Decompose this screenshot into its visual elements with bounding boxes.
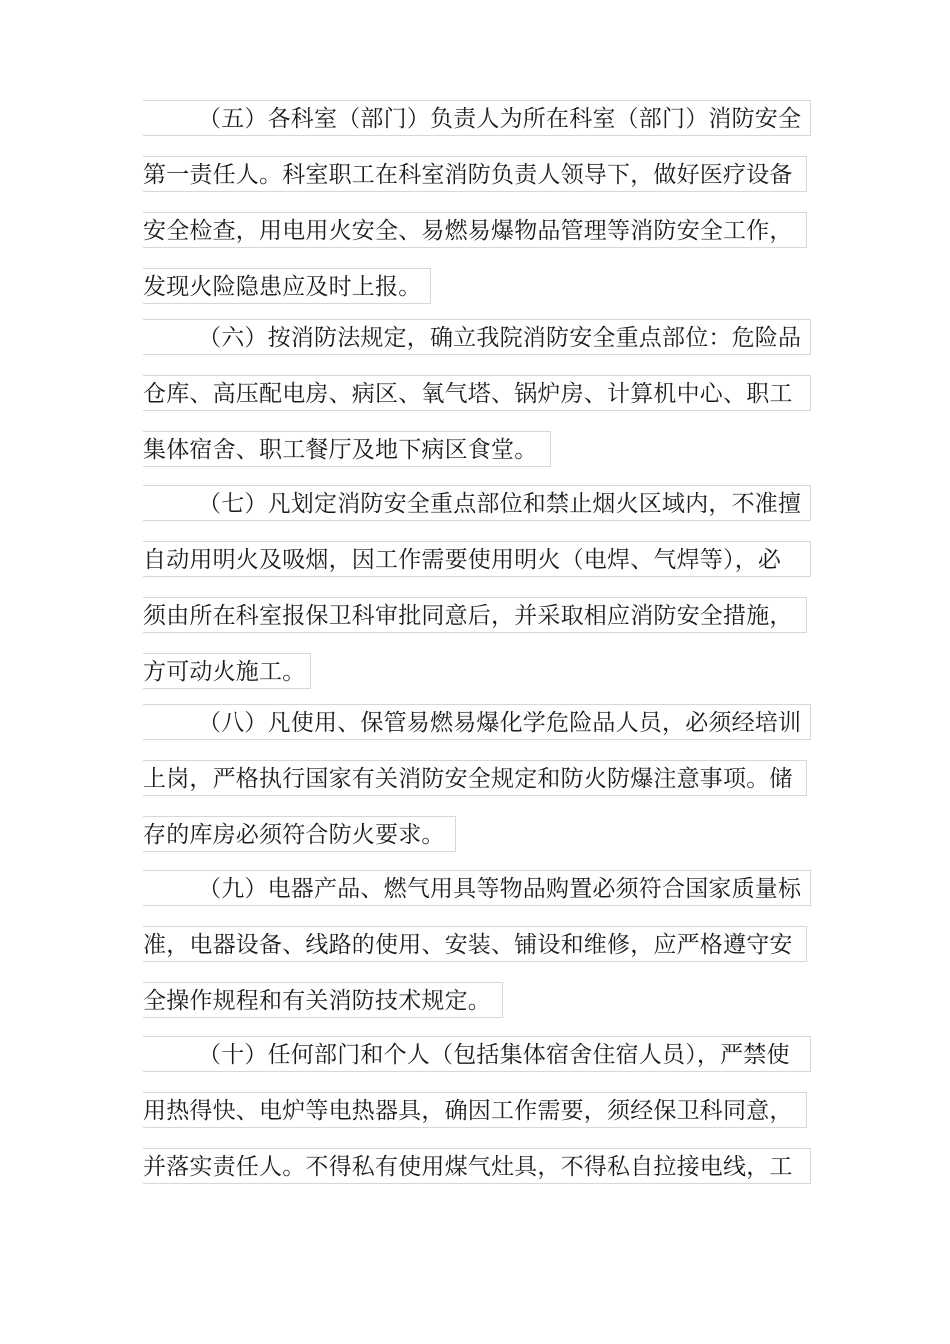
line-text: 并落实责任人。不得私有使用煤气灶具，不得私自拉接电线，工: [143, 1154, 793, 1180]
paragraph-line: [143, 366, 823, 422]
paragraph-line: [143, 861, 823, 917]
line-text: （六）按消防法规定，确立我院消防安全重点部位：危险品: [198, 325, 802, 351]
line-text: 集体宿舍、职工餐厅及地下病区食堂。: [143, 437, 538, 463]
line-text: 须由所在科室报保卫科审批同意后，并采取相应消防安全措施，: [143, 603, 793, 629]
line-text: （九）电器产品、燃气用具等物品购置必须符合国家质量标: [198, 876, 802, 902]
line-text: 发现火险隐患应及时上报。: [143, 274, 422, 300]
paragraph-line: [143, 476, 823, 532]
paragraph-line: [143, 147, 823, 203]
paragraph-line: [143, 751, 823, 807]
line-text: 存的库房必须符合防火要求。: [143, 822, 445, 848]
line-text: 用热得快、电炉等电热器具，确因工作需要，须经保卫科同意，: [143, 1098, 793, 1124]
paragraph-line: [143, 1139, 823, 1195]
paragraph-line: [143, 91, 823, 147]
line-text: 上岗，严格执行国家有关消防安全规定和防火防爆注意事项。储: [143, 766, 793, 792]
paragraph-7: [143, 476, 823, 700]
line-text: 第一责任人。科室职工在科室消防负责人领导下，做好医疗设备: [143, 162, 793, 188]
line-text: 仓库、高压配电房、病区、氧气塔、锅炉房、计算机中心、职工: [143, 381, 793, 407]
paragraph-line: [143, 917, 823, 973]
paragraph-line: [143, 695, 823, 751]
paragraph-8: [143, 695, 823, 863]
line-text: （八）凡使用、保管易燃易爆化学危险品人员，必须经培训: [198, 710, 802, 736]
line-text: 安全检查，用电用火安全、易燃易爆物品管理等消防安全工作，: [143, 218, 793, 244]
paragraph-line: [143, 973, 823, 1029]
paragraph-line: [143, 422, 823, 478]
line-text: （五）各科室（部门）负责人为所在科室（部门）消防安全: [198, 106, 802, 132]
paragraph-line: [143, 644, 823, 700]
line-text: （七）凡划定消防安全重点部位和禁止烟火区域内，不准擅: [198, 491, 802, 517]
line-text: 全操作规程和有关消防技术规定。: [143, 988, 491, 1014]
paragraph-line: [143, 807, 823, 863]
line-text: 方可动火施工。: [143, 659, 306, 685]
paragraph-10: [143, 1027, 823, 1195]
paragraph-line: [143, 1027, 823, 1083]
paragraph-line: [143, 203, 823, 259]
paragraph-line: [143, 259, 823, 315]
paragraph-9: [143, 861, 823, 1029]
line-text: 准，电器设备、线路的使用、安装、铺设和维修，应严格遵守安: [143, 932, 793, 958]
paragraph-6: [143, 310, 823, 478]
paragraph-line: [143, 1083, 823, 1139]
line-text: （十）任何部门和个人（包括集体宿舍住宿人员），严禁使: [198, 1042, 790, 1068]
paragraph-line: [143, 310, 823, 366]
paragraph-line: [143, 588, 823, 644]
line-text: 自动用明火及吸烟，因工作需要使用明火（电焊、气焊等），必: [143, 547, 782, 573]
paragraph-line: [143, 532, 823, 588]
paragraph-5: [143, 91, 823, 315]
